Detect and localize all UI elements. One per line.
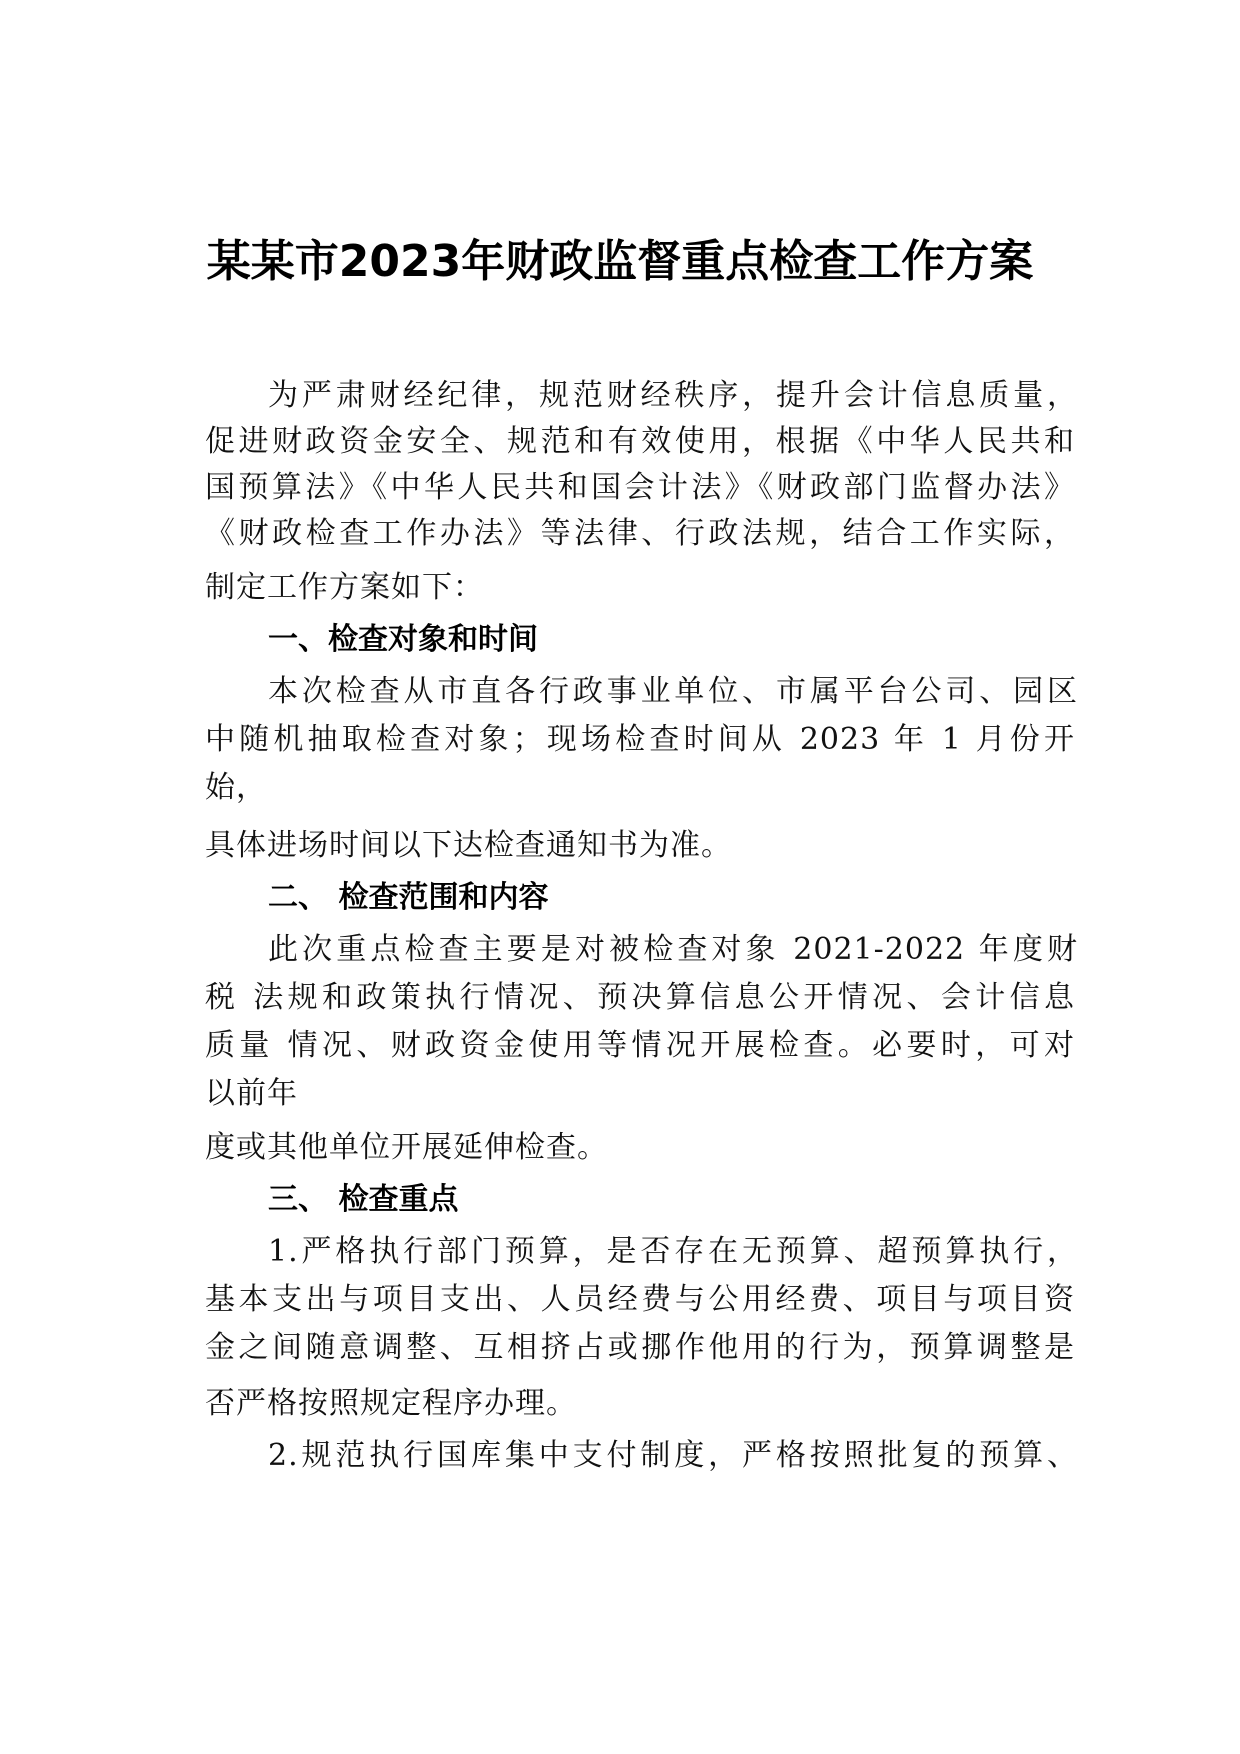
- section-1-line-4: 具体进场时间以下达检查通知书为准。: [205, 828, 732, 863]
- intro-line-1: 为严肃财经纪律，规范财经秩序，提升会计信息质量，: [268, 378, 1078, 413]
- section-2-line-1: 此次重点检查主要是对被检查对象 2021-2022 年度财: [268, 932, 1078, 967]
- document-title: 某某市2023年财政监督重点检查工作方案: [206, 236, 1034, 287]
- intro-line-2: 促进财政资金安全、规范和有效使用，根据《中华人民共和: [205, 424, 1075, 459]
- section-2-line-2: 税 法规和政策执行情况、预决算信息公开情况、会计信息: [205, 980, 1075, 1015]
- section-1-line-2: 中随机抽取检查对象；现场检查时间从 2023 年 1 月份开: [205, 722, 1075, 757]
- section-2-line-5: 度或其他单位开展延伸检查。: [205, 1130, 608, 1165]
- section-3-line-3: 金之间随意调整、互相挤占或挪作他用的行为，预算调整是: [205, 1330, 1075, 1365]
- section-3-line-4: 否严格按照规定程序办理。: [205, 1386, 577, 1421]
- intro-line-4: 《财政检查工作办法》等法律、行政法规，结合工作实际，: [205, 516, 1075, 551]
- section-3-line-5: 2.规范执行国库集中支付制度，严格按照批复的预算、: [268, 1438, 1078, 1473]
- section-2-heading: 二、 检查范围和内容: [268, 880, 549, 915]
- section-1-line-3: 始，: [205, 770, 267, 805]
- section-1-heading: 一、检查对象和时间: [268, 622, 538, 657]
- section-2-line-3: 质量 情况、财政资金使用等情况开展检查。必要时，可对: [205, 1028, 1075, 1063]
- section-3-line-1: 1.严格执行部门预算，是否存在无预算、超预算执行，: [268, 1234, 1078, 1269]
- section-3-heading: 三、 检查重点: [268, 1182, 459, 1217]
- intro-line-3: 国预算法》《中华人民共和国会计法》《财政部门监督办法》: [205, 470, 1075, 505]
- section-1-line-1: 本次检查从市直各行政事业单位、市属平台公司、园区: [268, 674, 1078, 709]
- section-2-line-4: 以前年: [205, 1076, 298, 1111]
- intro-line-5: 制定工作方案如下：: [205, 570, 484, 605]
- section-3-line-2: 基本支出与项目支出、人员经费与公用经费、项目与项目资: [205, 1282, 1075, 1317]
